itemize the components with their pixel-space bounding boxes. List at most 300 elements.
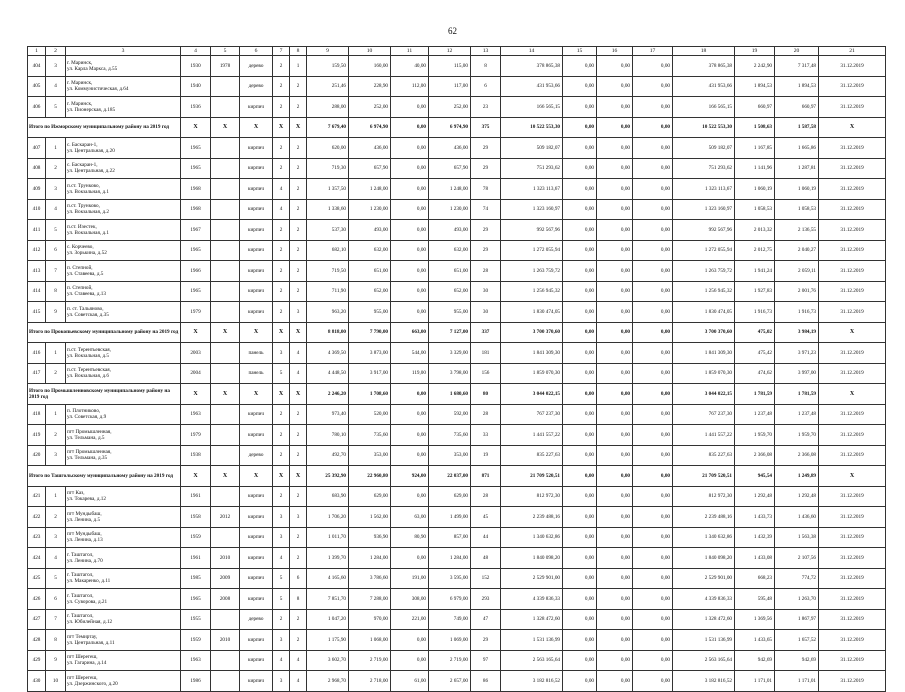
table-cell: 2004 bbox=[181, 363, 211, 384]
table-cell: 1 340 632,86 bbox=[501, 527, 563, 548]
address-cell: г. Маринск, ул. Карла Маркса, д.55 bbox=[66, 56, 181, 77]
table-cell: 424 bbox=[28, 548, 46, 569]
table-cell: 7 bbox=[46, 609, 66, 630]
table-cell: 2 bbox=[273, 609, 290, 630]
table-cell: 1 830 474,05 bbox=[673, 302, 735, 323]
table-cell: 0,00 bbox=[633, 425, 673, 446]
table-cell: кирпич bbox=[240, 199, 273, 220]
table-cell: 1979 bbox=[181, 425, 211, 446]
table-cell: 2 bbox=[273, 281, 290, 302]
table-cell: 0,00 bbox=[563, 302, 597, 323]
column-header: 5 bbox=[211, 47, 240, 56]
table-cell: 1 680,60 bbox=[429, 384, 471, 405]
table-cell: 0,00 bbox=[633, 609, 673, 630]
table-cell: 30 bbox=[471, 302, 501, 323]
table-cell: X bbox=[240, 117, 273, 138]
table-cell: 509 182,07 bbox=[501, 138, 563, 159]
table-cell: 767 237,30 bbox=[501, 404, 563, 425]
table-cell: 2 bbox=[290, 630, 307, 651]
table-cell: 1 894,53 bbox=[735, 76, 775, 97]
table-cell: 0,00 bbox=[597, 527, 633, 548]
table-cell: 1 bbox=[290, 56, 307, 77]
table-cell: 475,02 bbox=[735, 322, 775, 343]
table-cell: 0,00 bbox=[563, 343, 597, 364]
table-cell: 431 953,66 bbox=[673, 76, 735, 97]
address-cell: п. Плотниково, ул. Советская, д.9 bbox=[66, 404, 181, 425]
table-cell: 1 058,53 bbox=[735, 199, 775, 220]
address-cell: пгт Мундыбаш, ул. Ленина, д.13 bbox=[66, 527, 181, 548]
table-cell: 2 bbox=[273, 97, 290, 118]
table-cell: 3 595,00 bbox=[429, 568, 471, 589]
table-cell: 3 bbox=[290, 507, 307, 528]
table-cell: 31.12.2019 bbox=[819, 56, 886, 77]
table-cell: 353,00 bbox=[429, 445, 471, 466]
address-cell: г. Таштагол, ул. Суворова, д.21 bbox=[66, 589, 181, 610]
table-cell: 0,00 bbox=[597, 138, 633, 159]
table-cell: 0,00 bbox=[597, 56, 633, 77]
table-cell: кирпич bbox=[240, 179, 273, 200]
table-cell: 970,00 bbox=[349, 609, 391, 630]
table-cell: 3 971,23 bbox=[775, 343, 819, 364]
table-cell: 3 700 370,60 bbox=[501, 322, 563, 343]
page-number: 62 bbox=[448, 26, 457, 36]
table-cell: 942,69 bbox=[735, 650, 775, 671]
table-cell: 660,97 bbox=[775, 97, 819, 118]
table-cell: 767 237,30 bbox=[673, 404, 735, 425]
table-cell: 1 587,58 bbox=[775, 117, 819, 138]
table-cell: 159,50 bbox=[307, 56, 349, 77]
table-cell: 749,00 bbox=[429, 609, 471, 630]
address-cell: пгт Промышленная, ул. Тельмана, д.35 bbox=[66, 445, 181, 466]
table-cell: 1 284,00 bbox=[429, 548, 471, 569]
table-cell: кирпич bbox=[240, 138, 273, 159]
table-cell: 2 bbox=[273, 404, 290, 425]
table-cell: 1 830 474,05 bbox=[501, 302, 563, 323]
table-row bbox=[28, 56, 886, 77]
table-cell: 1 841 309,30 bbox=[501, 343, 563, 364]
address-cell: п. ст. Тальяново, ул. Советская, д.35 bbox=[66, 302, 181, 323]
table-cell: 48 bbox=[471, 548, 501, 569]
table-cell: 31.12.2019 bbox=[819, 507, 886, 528]
table-cell: 0,00 bbox=[563, 322, 597, 343]
table-cell: 1 167,85 bbox=[735, 138, 775, 159]
table-cell: 31.12.2019 bbox=[819, 527, 886, 548]
table-cell: 431 953,66 bbox=[501, 76, 563, 97]
table-cell: 1 531 136,99 bbox=[673, 630, 735, 651]
table-cell: 1 436,60 bbox=[775, 507, 819, 528]
table-cell: 632,00 bbox=[349, 240, 391, 261]
table-cell: 2 239 488,16 bbox=[673, 507, 735, 528]
table-cell: 651,00 bbox=[429, 261, 471, 282]
table-cell: 1 927,83 bbox=[735, 281, 775, 302]
table-row bbox=[28, 527, 886, 548]
table-cell: 955,00 bbox=[429, 302, 471, 323]
table-cell: 7 851,70 bbox=[307, 589, 349, 610]
table-cell: 418 bbox=[28, 404, 46, 425]
table-cell: 493,00 bbox=[349, 220, 391, 241]
table-cell: 1 859 070,30 bbox=[501, 363, 563, 384]
table-cell: 1 011,70 bbox=[307, 527, 349, 548]
table-cell: 2008 bbox=[211, 589, 240, 610]
table-cell: 6 bbox=[290, 568, 307, 589]
address-cell: с. Баскаран-1, ул. Центральная, д.20 bbox=[66, 138, 181, 159]
table-cell: 45 bbox=[471, 507, 501, 528]
table-cell: 2 012,75 bbox=[735, 240, 775, 261]
table-cell: 31.12.2019 bbox=[819, 138, 886, 159]
table-cell: 2 bbox=[273, 425, 290, 446]
table-cell: 413 bbox=[28, 261, 46, 282]
table-cell: 427 bbox=[28, 609, 46, 630]
subtotal-label: Итого по Ташгольскому муниципальному району на 2019 год bbox=[28, 466, 181, 487]
table-cell: 252,00 bbox=[349, 97, 391, 118]
table-cell: 1 256 945,32 bbox=[673, 281, 735, 302]
table-cell: X bbox=[240, 466, 273, 487]
table-cell: X bbox=[211, 466, 240, 487]
table-cell: 2 bbox=[290, 179, 307, 200]
table-cell: 288,00 bbox=[307, 97, 349, 118]
table-cell: 0,00 bbox=[391, 117, 429, 138]
table-cell: 660,97 bbox=[735, 97, 775, 118]
table-cell: 1 287,81 bbox=[775, 158, 819, 179]
table-cell: 1 175,90 bbox=[307, 630, 349, 651]
table-cell: 412 bbox=[28, 240, 46, 261]
table-cell: 668,23 bbox=[735, 568, 775, 589]
table-cell: X bbox=[181, 466, 211, 487]
column-header: 7 bbox=[273, 47, 290, 56]
table-cell: 7 790,00 bbox=[349, 322, 391, 343]
table-cell: 221,00 bbox=[391, 609, 429, 630]
table-cell: 0,00 bbox=[597, 507, 633, 528]
table-cell: X bbox=[273, 322, 290, 343]
table-cell: 0,00 bbox=[633, 199, 673, 220]
table-cell bbox=[211, 220, 240, 241]
table-cell: 0,00 bbox=[391, 97, 429, 118]
table-cell: 0,00 bbox=[391, 281, 429, 302]
table-cell: 1 867,97 bbox=[775, 609, 819, 630]
table-cell: 1967 bbox=[181, 220, 211, 241]
table-cell: 2 013,32 bbox=[735, 220, 775, 241]
housing-register-table bbox=[27, 46, 886, 692]
table-cell: 4 339 836,33 bbox=[673, 589, 735, 610]
table-cell: 2 107,56 bbox=[775, 548, 819, 569]
table-cell: панель bbox=[240, 363, 273, 384]
table-cell: 1965 bbox=[181, 240, 211, 261]
table-cell: 4 165,60 bbox=[307, 568, 349, 589]
table-cell: 80,90 bbox=[391, 527, 429, 548]
table-body bbox=[28, 47, 886, 692]
table-cell: 0,00 bbox=[391, 220, 429, 241]
table-cell: 422 bbox=[28, 507, 46, 528]
address-cell: г. Таштагол, ул. Ленина, д.70 bbox=[66, 548, 181, 569]
table-cell: 1 357,50 bbox=[307, 179, 349, 200]
table-cell: 2 bbox=[273, 302, 290, 323]
table-cell: 3 700 370,60 bbox=[673, 322, 735, 343]
table-cell: 0,00 bbox=[633, 220, 673, 241]
table-cell: 0,00 bbox=[597, 404, 633, 425]
address-cell: п.ст. Трунково, ул. Вокзальная, д.2 bbox=[66, 199, 181, 220]
table-cell: 1985 bbox=[181, 568, 211, 589]
table-cell: 423 bbox=[28, 527, 46, 548]
table-cell: 663,00 bbox=[391, 322, 429, 343]
table-cell: 31.12.2019 bbox=[819, 486, 886, 507]
table-cell: 9 bbox=[46, 302, 66, 323]
table-cell: 0,00 bbox=[391, 548, 429, 569]
table-cell: 0,00 bbox=[633, 650, 673, 671]
table-row bbox=[28, 261, 886, 282]
table-cell: 409 bbox=[28, 179, 46, 200]
table-cell: 0,00 bbox=[563, 97, 597, 118]
table-cell: 0,00 bbox=[597, 609, 633, 630]
column-header: 21 bbox=[819, 47, 886, 56]
table-cell: 1 249,89 bbox=[775, 466, 819, 487]
table-cell: 1 323 113,67 bbox=[673, 179, 735, 200]
subtotal-label: Итого по Прокопьевскому муниципальному району на 2019 год bbox=[28, 322, 181, 343]
table-cell: 31.12.2019 bbox=[819, 650, 886, 671]
table-cell: 1 441 557,22 bbox=[673, 425, 735, 446]
table-cell: 7 bbox=[46, 261, 66, 282]
subtotal-row bbox=[28, 322, 886, 343]
address-cell: с. Корчеево, ул. Зорькина, д.52 bbox=[66, 240, 181, 261]
table-cell: 1 323 113,67 bbox=[501, 179, 563, 200]
table-cell: 1965 bbox=[181, 158, 211, 179]
table-cell: 31.12.2019 bbox=[819, 281, 886, 302]
table-cell: 0,00 bbox=[597, 281, 633, 302]
column-header: 9 bbox=[307, 47, 349, 56]
table-cell: 2 366,08 bbox=[735, 445, 775, 466]
table-cell: 683,90 bbox=[307, 486, 349, 507]
table-cell: 0,00 bbox=[633, 343, 673, 364]
table-cell: 0,00 bbox=[633, 527, 673, 548]
table-cell: 0,00 bbox=[633, 302, 673, 323]
table-cell: 19 bbox=[471, 445, 501, 466]
table-cell: 1 263 759,72 bbox=[501, 261, 563, 282]
table-cell: 0,00 bbox=[633, 138, 673, 159]
table-cell: 425 bbox=[28, 568, 46, 589]
table-cell: 420 bbox=[28, 445, 46, 466]
table-cell: 2 529 901,00 bbox=[673, 568, 735, 589]
column-header: 1 bbox=[28, 47, 46, 56]
table-cell: 0,00 bbox=[597, 240, 633, 261]
table-cell: 0,00 bbox=[633, 158, 673, 179]
table-cell: кирпич bbox=[240, 650, 273, 671]
table-cell: 1965 bbox=[181, 138, 211, 159]
table-cell bbox=[211, 363, 240, 384]
table-cell: 2 657,00 bbox=[429, 671, 471, 692]
table-cell bbox=[211, 404, 240, 425]
table-cell: 31.12.2019 bbox=[819, 199, 886, 220]
table-cell: 0,00 bbox=[633, 322, 673, 343]
table-cell: 2012 bbox=[211, 507, 240, 528]
table-cell: 963,20 bbox=[307, 302, 349, 323]
table-cell: 31.12.2019 bbox=[819, 261, 886, 282]
table-cell: 7 288,00 bbox=[349, 589, 391, 610]
table-cell: 1 047,20 bbox=[307, 609, 349, 630]
table-cell: 0,00 bbox=[597, 158, 633, 179]
table-cell: 492,70 bbox=[307, 445, 349, 466]
table-cell: 0,00 bbox=[563, 220, 597, 241]
table-cell: 1 bbox=[46, 404, 66, 425]
table-cell: 0,00 bbox=[563, 363, 597, 384]
table-cell: 4 369,50 bbox=[307, 343, 349, 364]
table-cell: 0,00 bbox=[563, 240, 597, 261]
table-cell: 10 522 553,30 bbox=[501, 117, 563, 138]
table-cell: 0,00 bbox=[597, 486, 633, 507]
table-cell: 1 237,48 bbox=[775, 404, 819, 425]
table-cell: 1 708,60 bbox=[349, 384, 391, 405]
table-cell: 992 567,96 bbox=[673, 220, 735, 241]
table-cell: 1 284,00 bbox=[349, 548, 391, 569]
table-cell: 1 323 160,97 bbox=[501, 199, 563, 220]
column-header: 2 bbox=[46, 47, 66, 56]
table-cell: 0,00 bbox=[597, 548, 633, 569]
table-row bbox=[28, 138, 886, 159]
table-cell: 751 293,62 bbox=[673, 158, 735, 179]
table-cell: 29 bbox=[471, 240, 501, 261]
table-cell: 3 798,00 bbox=[429, 363, 471, 384]
table-cell: 0,00 bbox=[563, 425, 597, 446]
table-cell: 2003 bbox=[181, 343, 211, 364]
table-row bbox=[28, 507, 886, 528]
table-cell: 4 bbox=[273, 199, 290, 220]
table-cell: 3 182 816,52 bbox=[673, 671, 735, 692]
table-cell: 0,00 bbox=[633, 240, 673, 261]
table-cell: 2 bbox=[290, 158, 307, 179]
table-cell: 0,00 bbox=[391, 138, 429, 159]
table-cell: 735,60 bbox=[349, 425, 391, 446]
table-cell: 0,00 bbox=[633, 363, 673, 384]
table-cell: 1 328 472,60 bbox=[673, 609, 735, 630]
table-cell: 31.12.2019 bbox=[819, 548, 886, 569]
table-cell: 1 433,65 bbox=[735, 630, 775, 651]
table-cell: 5 bbox=[273, 363, 290, 384]
table-cell: 1 433,73 bbox=[735, 507, 775, 528]
table-row bbox=[28, 589, 886, 610]
table-cell: 992 567,96 bbox=[501, 220, 563, 241]
table-cell bbox=[211, 671, 240, 692]
table-cell: 436,00 bbox=[429, 138, 471, 159]
table-cell: 1 841 309,30 bbox=[673, 343, 735, 364]
table-cell: 428 bbox=[28, 630, 46, 651]
table-cell: 29 bbox=[471, 158, 501, 179]
table-cell: 1 263,70 bbox=[775, 589, 819, 610]
table-cell: 10 522 553,30 bbox=[673, 117, 735, 138]
table-cell: 1963 bbox=[181, 404, 211, 425]
table-cell: 166 565,15 bbox=[673, 97, 735, 118]
column-header: 6 bbox=[240, 47, 273, 56]
table-cell: 2 bbox=[273, 240, 290, 261]
table-cell: 1 959,70 bbox=[775, 425, 819, 446]
table-cell: 0,00 bbox=[633, 486, 673, 507]
table-cell: 1 058,53 bbox=[775, 199, 819, 220]
table-cell: 419 bbox=[28, 425, 46, 446]
table-cell: 0,00 bbox=[391, 384, 429, 405]
table-cell: 520,00 bbox=[349, 404, 391, 425]
table-cell: 6 974,90 bbox=[349, 117, 391, 138]
table-cell: 5 bbox=[46, 97, 66, 118]
table-cell: 2 bbox=[290, 445, 307, 466]
table-cell: 31.12.2019 bbox=[819, 302, 886, 323]
table-cell: 1979 bbox=[181, 302, 211, 323]
table-cell bbox=[211, 343, 240, 364]
address-cell: с. Баскаран-1, ул. Центральная, д.22 bbox=[66, 158, 181, 179]
table-cell: 3 917,00 bbox=[349, 363, 391, 384]
table-cell: 1 531 136,99 bbox=[501, 630, 563, 651]
table-cell: 4 bbox=[290, 343, 307, 364]
table-cell: 1940 bbox=[181, 76, 211, 97]
table-cell bbox=[211, 609, 240, 630]
table-cell: 2 bbox=[290, 220, 307, 241]
table-cell: 0,00 bbox=[563, 158, 597, 179]
table-cell: 3 bbox=[273, 507, 290, 528]
table-cell: 2 bbox=[46, 158, 66, 179]
table-cell bbox=[211, 281, 240, 302]
table-cell: 0,00 bbox=[563, 76, 597, 97]
table-cell: кирпич bbox=[240, 261, 273, 282]
table-cell: 44 bbox=[471, 527, 501, 548]
table-cell: 1 340 632,86 bbox=[673, 527, 735, 548]
table-cell: 5 bbox=[46, 568, 66, 589]
table-row bbox=[28, 568, 886, 589]
table-cell: 31.12.2019 bbox=[819, 158, 886, 179]
table-cell: 2 bbox=[290, 425, 307, 446]
table-cell: 6 bbox=[46, 589, 66, 610]
table-cell: 353,00 bbox=[349, 445, 391, 466]
table-cell: 2 bbox=[290, 404, 307, 425]
table-cell: X bbox=[211, 384, 240, 405]
table-cell: 3 bbox=[290, 302, 307, 323]
table-cell: 0,00 bbox=[391, 630, 429, 651]
table-cell: 2 bbox=[273, 486, 290, 507]
table-cell: 1 256 945,32 bbox=[501, 281, 563, 302]
table-cell: 509 182,07 bbox=[673, 138, 735, 159]
table-cell: 857,00 bbox=[429, 527, 471, 548]
table-cell: 31.12.2019 bbox=[819, 76, 886, 97]
table-cell: 378 865,38 bbox=[501, 56, 563, 77]
address-cell: г. Таштагол, ул. Юбилейная, д.12 bbox=[66, 609, 181, 630]
table-cell: дерево bbox=[240, 445, 273, 466]
table-row bbox=[28, 548, 886, 569]
table-cell: 1 499,00 bbox=[429, 507, 471, 528]
table-cell: 1 441 557,22 bbox=[501, 425, 563, 446]
table-cell: 0,00 bbox=[633, 671, 673, 692]
table-cell: 0,00 bbox=[597, 179, 633, 200]
table-cell: 0,00 bbox=[633, 179, 673, 200]
table-cell: 0,00 bbox=[563, 589, 597, 610]
table-cell: кирпич bbox=[240, 302, 273, 323]
table-cell: 652,00 bbox=[349, 281, 391, 302]
table-cell: 1959 bbox=[181, 527, 211, 548]
table-cell: 1 171,01 bbox=[775, 671, 819, 692]
table-cell: 2 719,00 bbox=[349, 650, 391, 671]
table-cell: 1 433,08 bbox=[735, 548, 775, 569]
table-cell: кирпич bbox=[240, 486, 273, 507]
table-cell: 2 563 165,64 bbox=[501, 650, 563, 671]
table-cell: 0,00 bbox=[391, 158, 429, 179]
table-cell: 2 bbox=[290, 609, 307, 630]
table-cell: 4 339 836,33 bbox=[501, 589, 563, 610]
table-cell: 2 bbox=[273, 158, 290, 179]
table-cell: X bbox=[290, 322, 307, 343]
table-cell: 251,46 bbox=[307, 76, 349, 97]
table-cell: 1 141,96 bbox=[735, 158, 775, 179]
table-cell: 0,00 bbox=[633, 97, 673, 118]
table-cell: кирпич bbox=[240, 425, 273, 446]
table-cell: 7 679,40 bbox=[307, 117, 349, 138]
address-cell: г. Маринск, ул. Пионерская, д.185 bbox=[66, 97, 181, 118]
table-cell: 475,42 bbox=[735, 343, 775, 364]
table-cell: 31.12.2019 bbox=[819, 343, 886, 364]
table-cell: X bbox=[211, 117, 240, 138]
